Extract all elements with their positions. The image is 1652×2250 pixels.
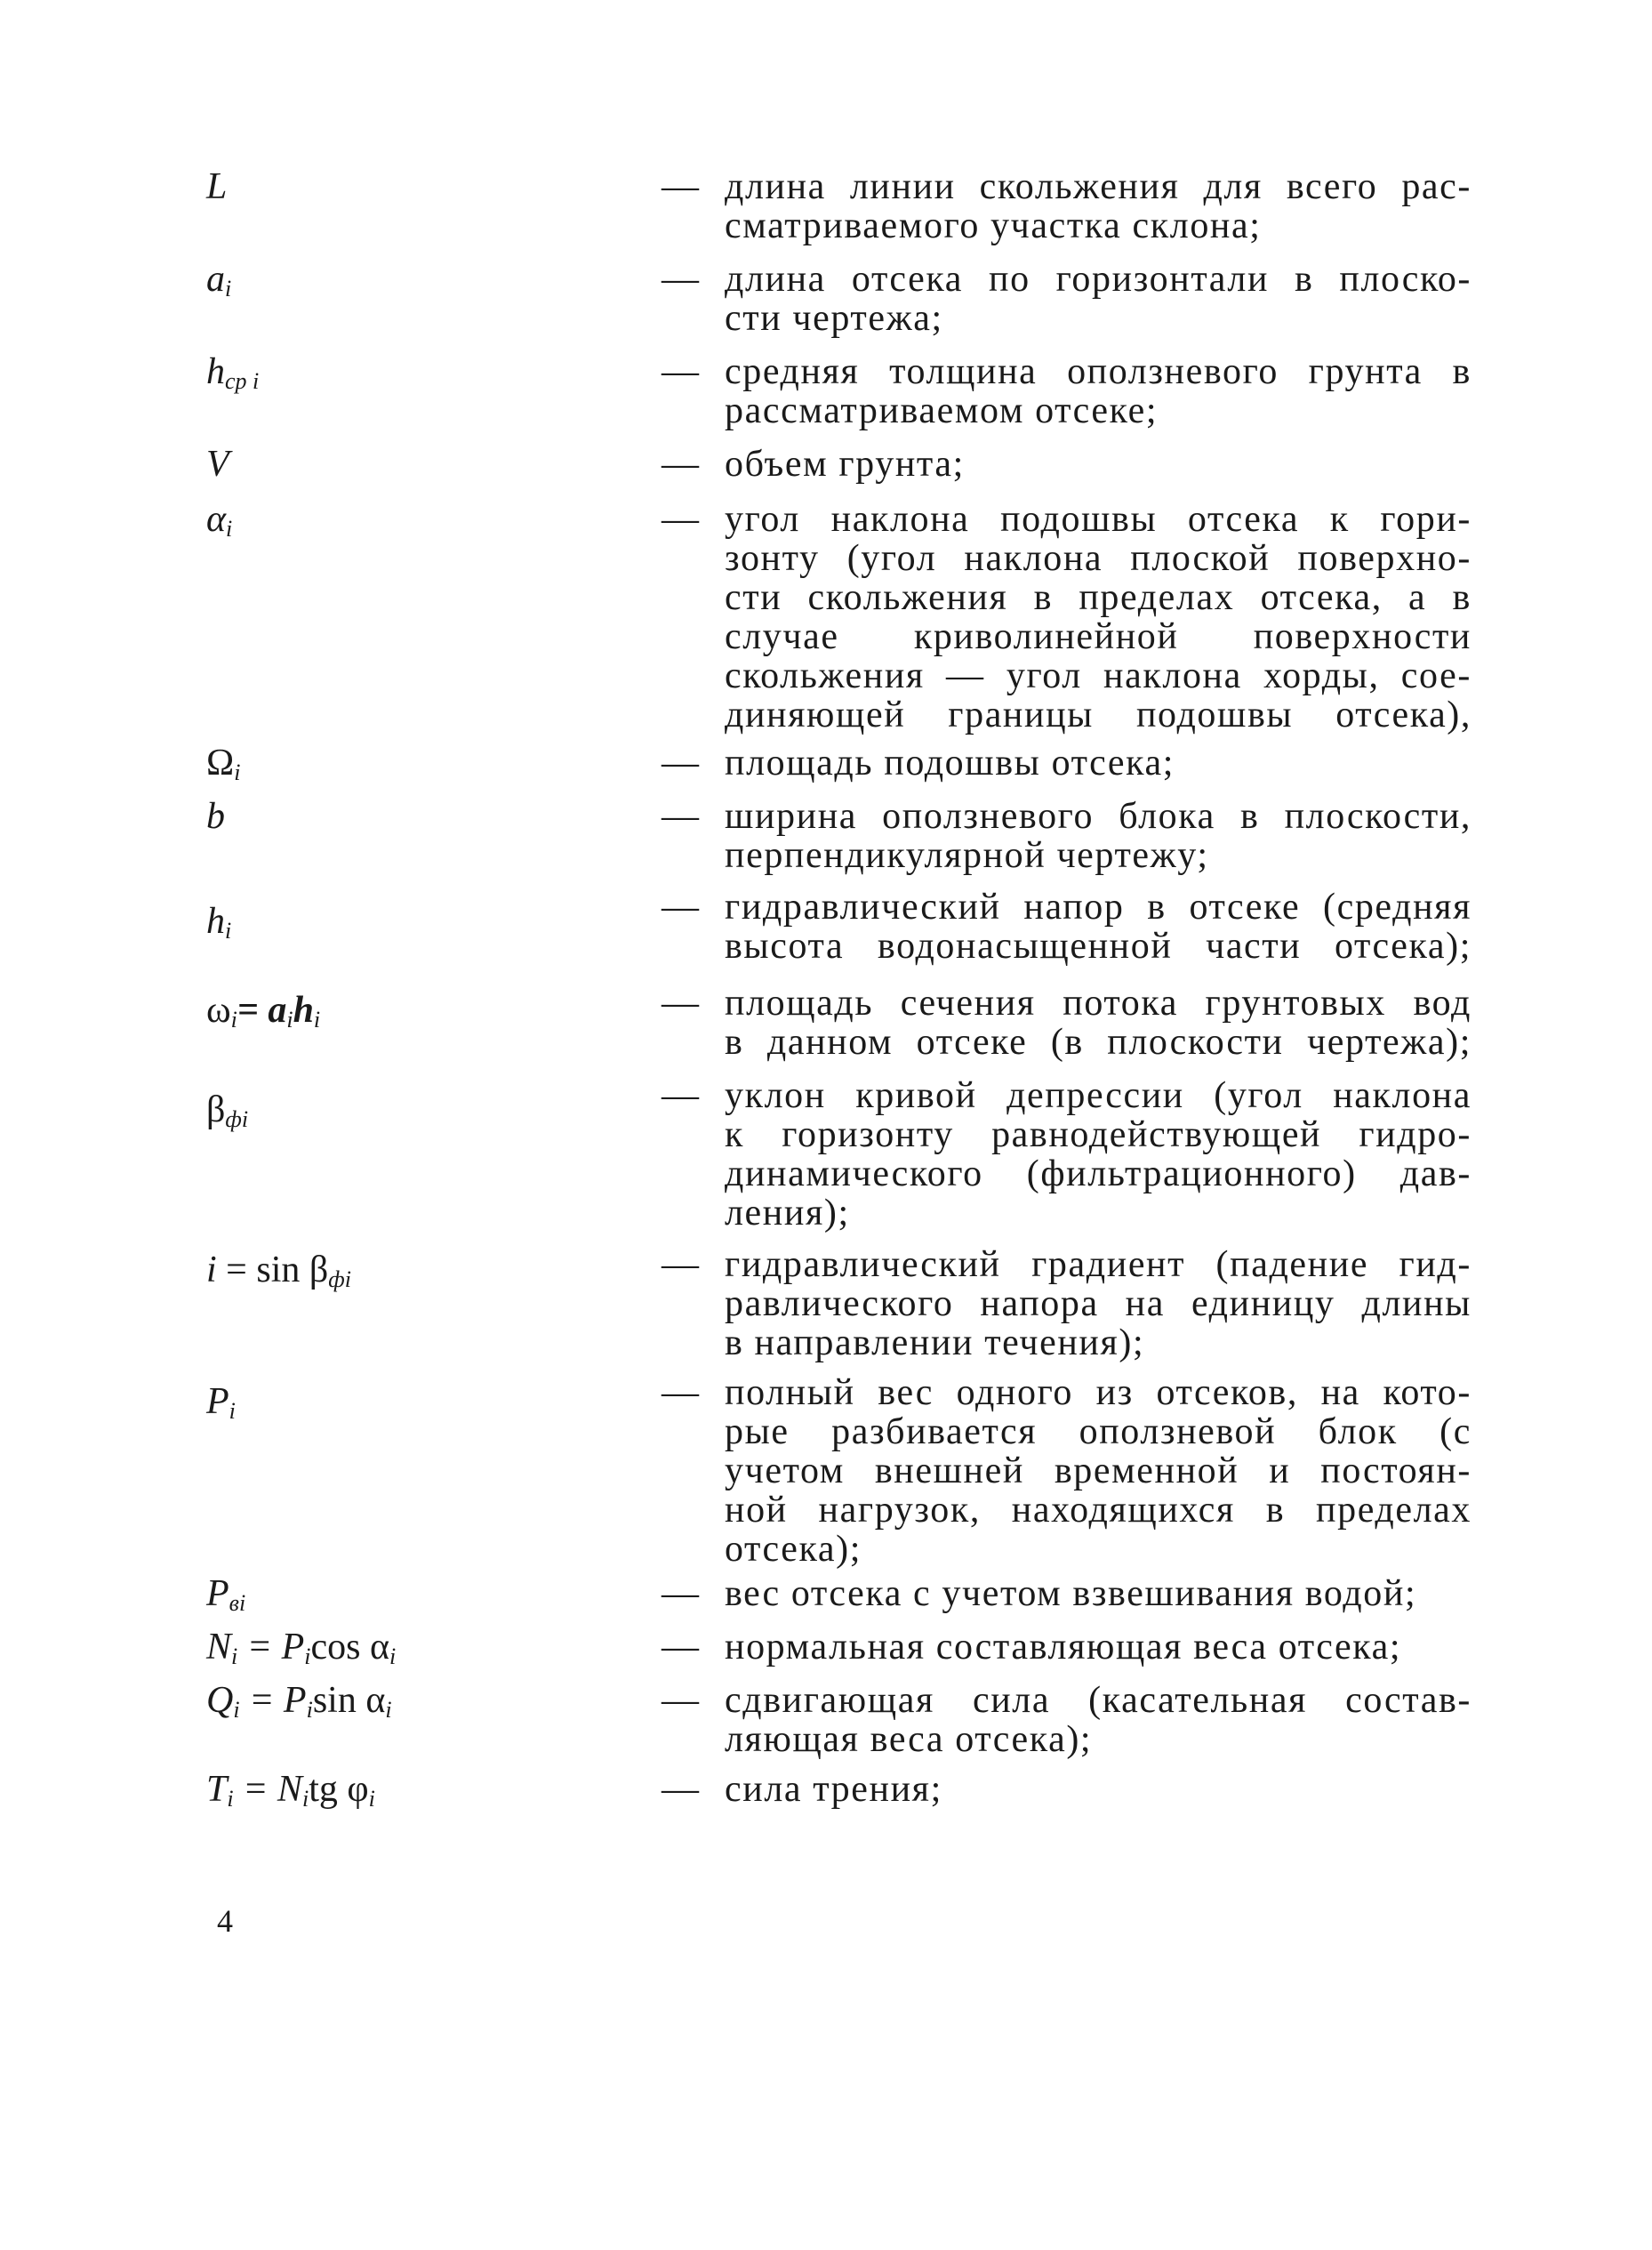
definition-text: объем грунта; [725,444,965,485]
dash: — [662,1573,699,1614]
definition-text: длина отсека по горизонтали в плоско- сти чертежа; [725,259,1472,339]
symbol: $T_i = N_itg$ $\varphi_i$ [206,1769,375,1812]
dash: — [662,1627,699,1667]
symbol: $h_{ср i}$ [206,351,260,394]
symbol: $i = \sin \beta_{фi}$ [206,1250,351,1292]
definition-text: площадь подошвы отсека; [725,743,1175,783]
symbol: $Q_i = P_i\sin$ $\alpha_i$ [206,1680,392,1723]
dash: — [662,1075,699,1116]
definition-text: уклон кривой депрессии (угол наклона к горизонту равнодействующей гидро- динамического (фильтрационного) дав- ления); [725,1075,1472,1233]
dash: — [662,743,699,783]
symbol: $a_i$ [206,259,232,301]
symbol: $\alpha_i$ [206,499,233,542]
dash: — [662,259,699,300]
dash: — [662,444,699,485]
symbol: $h_i$ [206,901,232,944]
definition-text: ширина оползневого блока в плоскости, перпендикулярной чертежу; [725,796,1472,876]
definition-text: длина линии скольжения для всего рас- сматриваемого участка склона; [725,166,1472,246]
symbol: $P_{вi}$ [206,1573,246,1616]
symbol: V [206,444,229,485]
symbol: L [206,166,228,207]
symbol: $\beta_{фi}$ [206,1089,249,1132]
dash: — [662,1680,699,1721]
dash: — [662,1769,699,1810]
definition-text: площадь сечения потока грунтовых вод в данном отсеке (в плоскости чертежа); [725,983,1472,1063]
symbol: $\omega_i= a_ih_i$ [206,990,321,1033]
definition-text: нормальная составляющая веса отсека; [725,1627,1402,1667]
dash: — [662,887,699,928]
definition-text: гидравлический напор в отсеке (средняя высота водонасыщенной части отсека); [725,887,1472,967]
definition-text: сила трения; [725,1769,942,1810]
symbol: b [206,796,225,837]
dash: — [662,351,699,392]
definition-text: вес отсека с учетом взвешивания водой; [725,1573,1417,1614]
dash: — [662,1244,699,1285]
dash: — [662,166,699,207]
definition-text: сдвигающая сила (касательная состав- ляющая веса отсека); [725,1680,1472,1760]
dash: — [662,1372,699,1413]
symbol: $\Omega_i$ [206,743,241,785]
definition-text: средняя толщина оползневого грунта в рассматриваемом отсеке; [725,351,1472,431]
symbol: $N_i = P_i\cos$ $\alpha_i$ [206,1627,397,1669]
symbol: $P_i$ [206,1381,236,1424]
definition-text: угол наклона подошвы отсека к гори- зонту (угол наклона плоской поверхно- сти скольжения в пределах отсека, а в случае криволинейной поверхности скольжения — угол наклона хорды, сое- диняющей границы подошвы отсека), [725,499,1472,735]
definition-text: полный вес одного из отсеков, на кото- рые разбивается оползневой блок (с учетом внешней временной и постоян- ной нагрузок, находящихся в пределах отсека); [725,1372,1472,1570]
dash: — [662,796,699,837]
dash: — [662,499,699,540]
page-number: 4 [217,1903,233,1939]
definition-text: гидравлический градиент (падение гид- равлического напора на единицу длины в направлении течения); [725,1244,1472,1363]
dash: — [662,983,699,1024]
